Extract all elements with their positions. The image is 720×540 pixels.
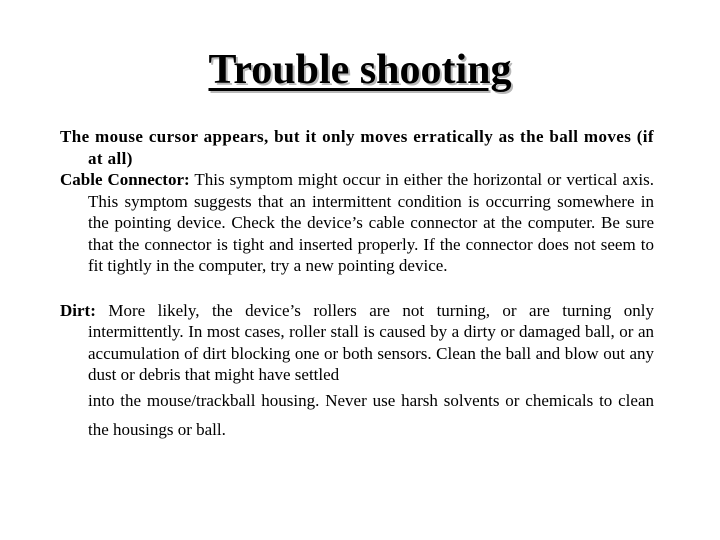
- dirt-text-tail: into the mouse/trackball housing. Never use harsh solvents or chemicals to clean the housings or ball.: [88, 390, 654, 439]
- cable-connector-label: Cable Connector:: [60, 170, 190, 189]
- dirt-paragraph: [60, 300, 654, 386]
- slide-body: [60, 126, 654, 444]
- dirt-paragraph-tail: [60, 386, 654, 444]
- dirt-label: Dirt:: [60, 300, 96, 320]
- paragraph-spacer: [60, 277, 654, 300]
- problem-statement: [60, 126, 654, 169]
- problem-text: The mouse cursor appears, but it only moves erratically as the ball moves (if at all): [60, 127, 654, 168]
- slide-title: Trouble shooting: [208, 47, 512, 93]
- cable-connector-paragraph: [60, 169, 654, 277]
- cable-connector-text: This symptom might occur in either the horizontal or vertical axis. This symptom suggests that an intermittent condition is occurring somewhere in the pointing device. Check the device’s cable connector at the computer. Be sure that the connector is tight and inserted properly. If the connector does not seem to fit tightly in the computer, try a new pointing device.: [88, 170, 654, 275]
- dirt-text: More likely, the device’s rollers are not turning, or are turning only intermittently. In most cases, roller stall is caused by a dirty or damaged ball, or an accumulation of dirt blocking one or both sensors. Clean the ball and blow out any dust or debris that might have settled: [88, 300, 655, 384]
